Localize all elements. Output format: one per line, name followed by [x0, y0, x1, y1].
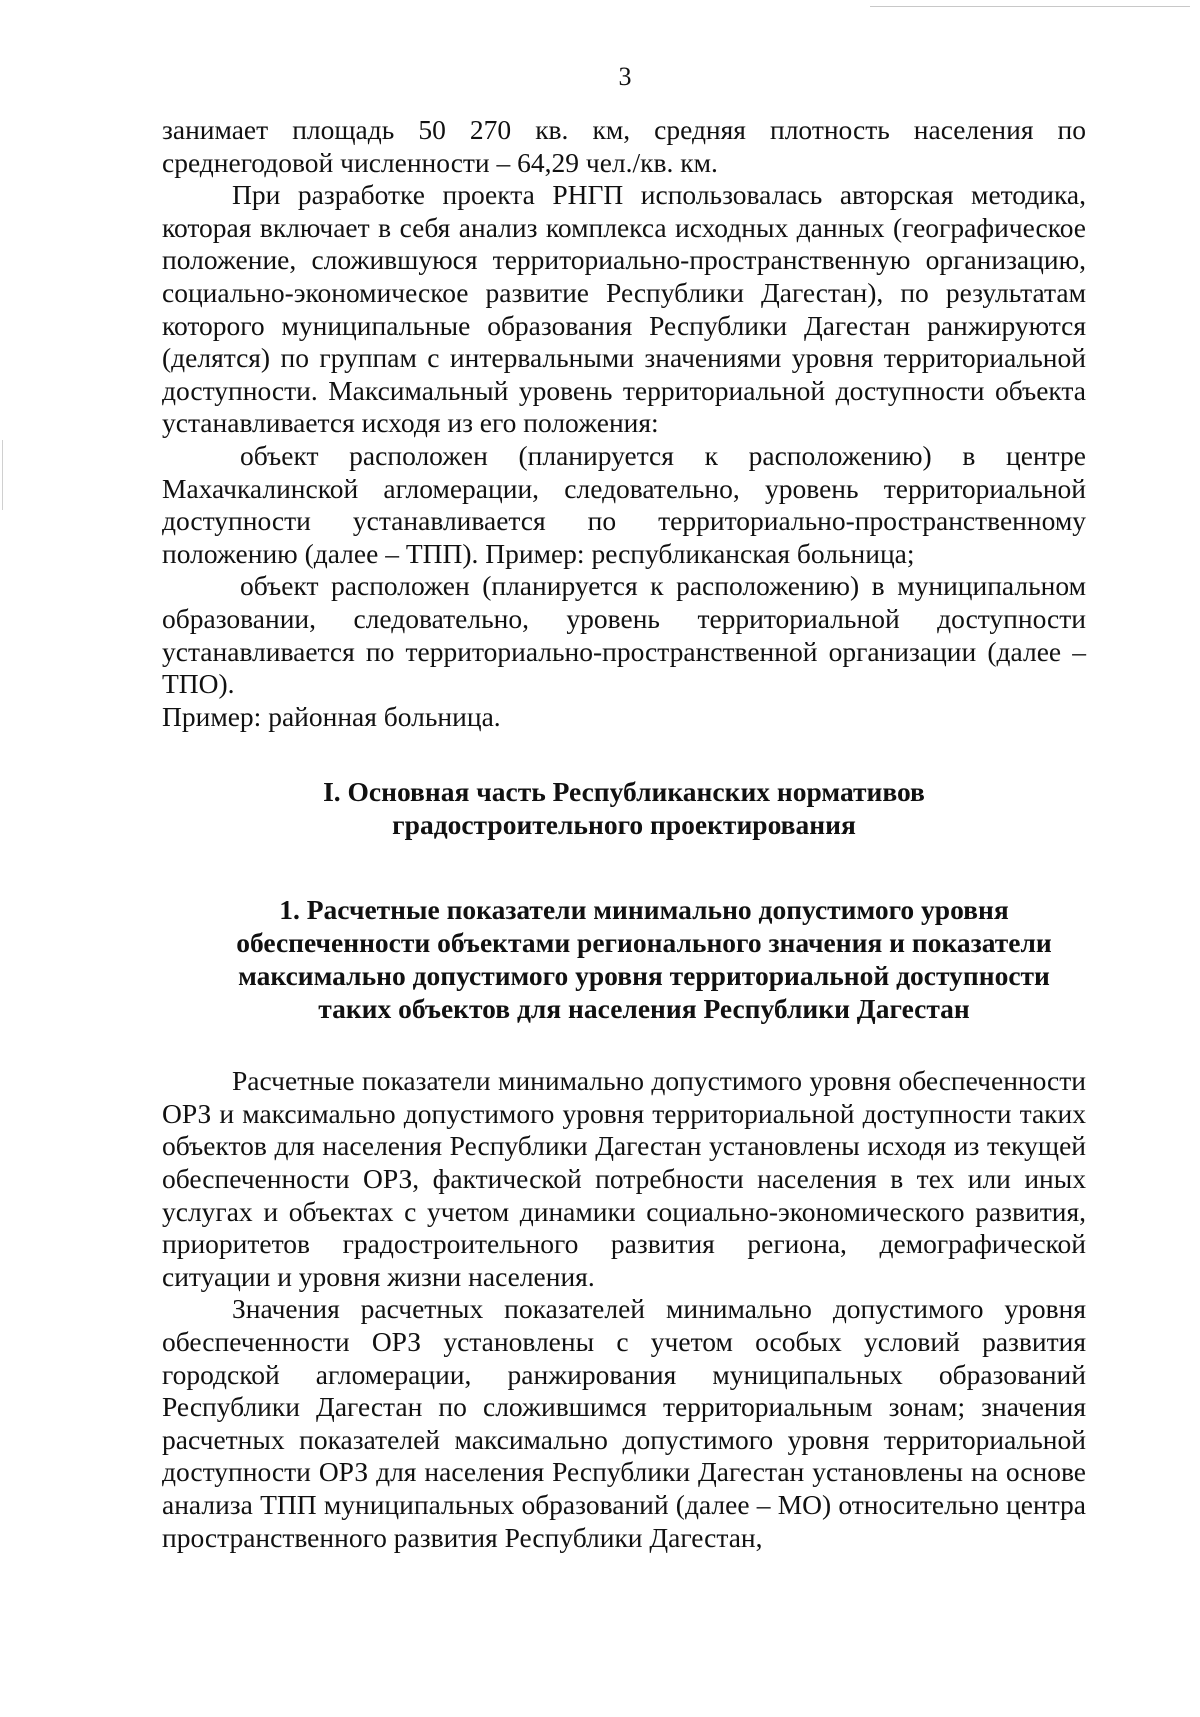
paragraph-example-district: Пример: районная больница.: [162, 700, 501, 732]
paragraph-indicator-values: Значения расчетных показателей минимально допустимого уровня обеспеченности ОРЗ установлены с учетом особых условий развития городской агломерации, ранжирования муниципальных образований Республики Дагестан по сложившимся территориальным зонам; значения расчетных показателей максимально допустимого уровня территориальной доступности ОРЗ для населения Республики Дагестан установлены на основе анализа ТПП муниципальных образований (далее – МО) относительно центра пространственного развития Республики Дагестан,: [162, 1293, 1086, 1553]
subsection-heading-line-3: максимально допустимого уровня территориальной доступности: [238, 960, 1050, 992]
subsection-heading: [162, 893, 1086, 1025]
paragraph-calculated-indicators: Расчетные показатели минимально допустимого уровня обеспеченности ОРЗ и максимально допустимого уровня территориальной доступности таких объектов для населения Республики Дагестан установлены исходя из текущей обеспеченности ОРЗ, фактической потребности населения в тех или иных услугах и объектах с учетом динамики социально-экономического развития, приоритетов градостроительного развития региона, демографической ситуации и уровня жизни населения.: [162, 1065, 1086, 1292]
page-number: 3: [618, 62, 632, 91]
paragraph-area-density: занимает площадь 50 270 кв. км, средняя плотность населения по среднегодовой численности – 64,29 чел./кв. км.: [162, 114, 1086, 178]
section-heading-line-1: I. Основная часть Республиканских нормативов: [323, 776, 925, 808]
subsection-heading-line-2: обеспеченности объектами регионального значения и показатели: [236, 927, 1052, 959]
paragraph-object-municipal: объект расположен (планируется к расположению) в муниципальном образовании, следовательно, уровень территориальной доступности устанавливается по территориально-пространственной организации (далее – ТПО).: [162, 570, 1086, 700]
document-body: [162, 114, 1086, 1554]
subsection-heading-line-1: 1. Расчетные показатели минимально допустимого уровня: [279, 894, 1009, 926]
subsection-heading-line-4: таких объектов для населения Республики Дагестан: [318, 993, 970, 1025]
scan-edge-mark-top: [870, 6, 1190, 7]
section-heading: [162, 775, 1086, 841]
paragraph-object-center: объект расположен (планируется к расположению) в центре Махачкалинской агломерации, следовательно, уровень территориальной доступности устанавливается по территориально-пространственному положению (далее – ТПП). Пример: республиканская больница;: [162, 439, 1086, 569]
paragraph-methodology: При разработке проекта РНГП использовалась авторская методика, которая включает в себя анализ комплекса исходных данных (географическое положение, сложившуюся территориально-пространственную организацию, социально-экономическое развитие Республики Дагестан), по результатам которого муниципальные образования Республики Дагестан ранжируются (делятся) по группам с интервальными значениями уровня территориальной доступности. Максимальный уровень территориальной доступности объекта устанавливается исходя из его положения:: [162, 179, 1086, 439]
section-heading-line-2: градостроительного проектирования: [392, 809, 856, 841]
scan-edge-mark-left: [2, 440, 3, 510]
